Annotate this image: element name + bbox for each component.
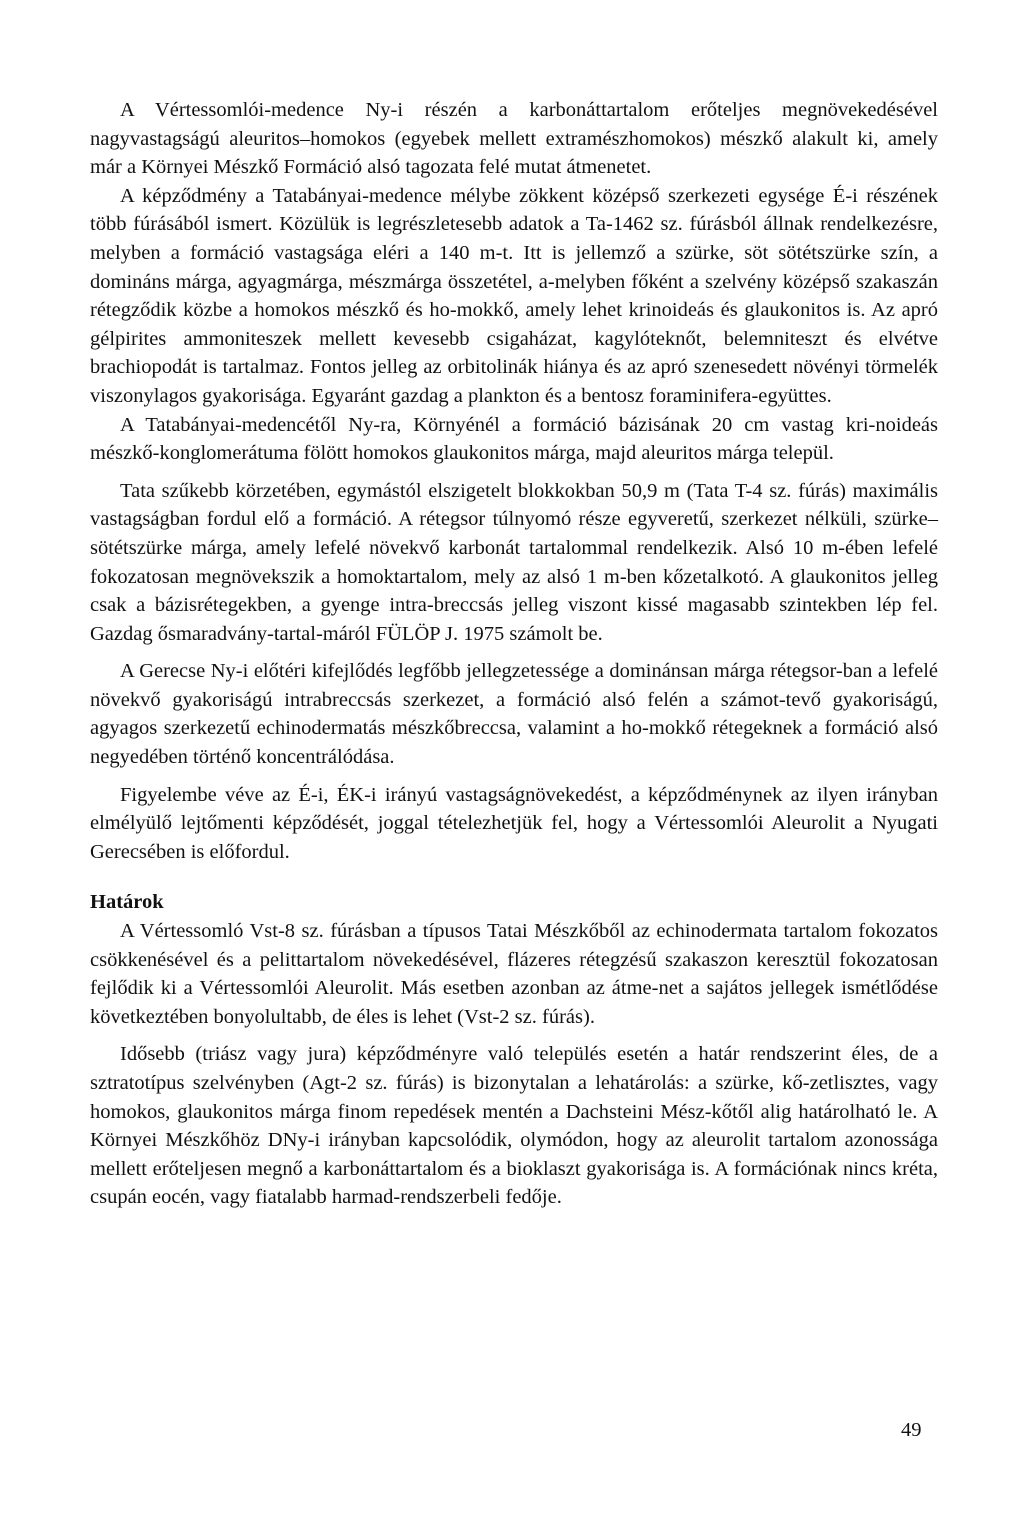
section-heading: Határok xyxy=(90,891,164,914)
paragraph: A Tatabányai-medencétől Ny-ra, Környénél a formáció bázisának 20 cm vastag kri-noideás mészkő-konglomerátuma fölött homokos glaukonitos márga, majd aleuritos márga települ. xyxy=(90,413,938,465)
page-body xyxy=(90,96,938,1212)
paragraph: A Vértessomló Vst-8 sz. fúrásban a típusos Tatai Mészkőből az echinodermata tartalom fokozatos csökkenésével és a pelittartalom növekedésével, flázeres rétegzésű szakaszon keresztül fokozatosan fejlődik ki a Vértessomlói Aleurolit. Más esetben azonban az átme-net a sajátos jellegek ismétlődése következtében bonyolultabb, de éles is lehet (Vst-2 sz. fúrás). xyxy=(90,920,938,1028)
paragraph: A képződmény a Tatabányai-medence mélybe zökkent középső szerkezeti egysége É-i részének több fúrásából ismert. Közülük is legrészletesebb adatok a Ta-1462 sz. fúrásból állnak rendelkezésre, melyben a formáció vastagsága eléri a 140 m-t. Itt is jellemző a szürke, söt sötétszürke szín, a domináns márga, agyagmárga, mészmárga összetétel, a-melyben főként a szelvény középső szakaszán rétegződik közbe a homokos mészkő és ho-mokkő, amely lehet krinoideás és glaukonitos is. Az apró gélpirites ammoniteszek mellett kevesebb csigaházat, kagylóteknőt, belemniteszt és elvétve brachiopodát is tartalmaz. Fontos jelleg az orbitolinák hiánya és az apró szenesedett növényi törmelék viszonylagos gyakorisága. Egyaránt gazdag a plankton és a bentosz foraminifera-együttes. xyxy=(90,184,938,407)
paragraph: Tata szűkebb körzetében, egymástól elszigetelt blokkokban 50,9 m (Tata T-4 sz. fúrás) maximális vastagságban fordul elő a formáció. A rétegsor túlnyomó része egyveretű, szerkezet nélküli, szürke–sötétszürke márga, amely lefelé növekvő karbonát tartalommal rendelkezik. Alsó 10 m-ében lefelé fokozatosan megnövekszik a homoktartalom, mely az alsó 1 m-ben kőzetalkotó. A glaukonitos jelleg csak a bázisrétegekben, a gyenge intra-breccsás jelleg viszont kissé magasabb szintekben lép fel. Gazdag ősmaradvány-tartal-máról FÜLÖP J. 1975 számolt be. xyxy=(90,479,938,645)
paragraph: A Gerecse Ny-i előtéri kifejlődés legfőbb jellegzetessége a dominánsan márga rétegsor-ban a lefelé növekvő gyakoriságú intrabreccsás szerkezet, a formáció alsó felén a számot-tevő gyakoriságú, agyagos szerkezetű echinodermatás mészkőbreccsa, valamint a ho-mokkő rétegeknek a formáció alsó negyedében történő koncentrálódása. xyxy=(90,660,938,769)
paragraph: Figyelembe véve az É-i, ÉK-i irányú vastagságnövekedést, a képződménynek az ilyen irányban elmélyülő lejtőmenti képződését, joggal tételezhetjük fel, hogy a Vértessomlói Aleurolit a Nyugati Gerecsében is előfordul. xyxy=(90,783,938,863)
paragraph: A Vértessomlói-medence Ny-i részén a karbonáttartalom erőteljes megnövekedésével nagyvastagságú aleuritos–homokos (egyebek mellett extramészhomokos) mészkő alakult ki, amely már a Környei Mészkő Formáció alsó tagozata felé mutat átmenetet. xyxy=(90,99,938,179)
paragraph: Idősebb (triász vagy jura) képződményre való település esetén a határ rendszerint éles, de a sztratotípus szelvényben (Agt-2 sz. fúrás) is bizonytalan a lehatárolás: a szürke, kő-zetlisztes, vagy homokos, glaukonitos márga finom repedések mentén a Dachsteini Mész-kőtől alig határolható le. A Környei Mészkőhöz DNy-i irányban kapcsolódik, olymódon, hogy az aleurolit tartalom azonossága mellett erőteljesen megnő a karbonáttartalom és a bioklaszt gyakorisága is. A formációnak nincs kréta, csupán eocén, vagy fiatalabb harmad-rendszerbeli fedője. xyxy=(90,1043,938,1209)
page-number: 49 xyxy=(901,1419,922,1441)
